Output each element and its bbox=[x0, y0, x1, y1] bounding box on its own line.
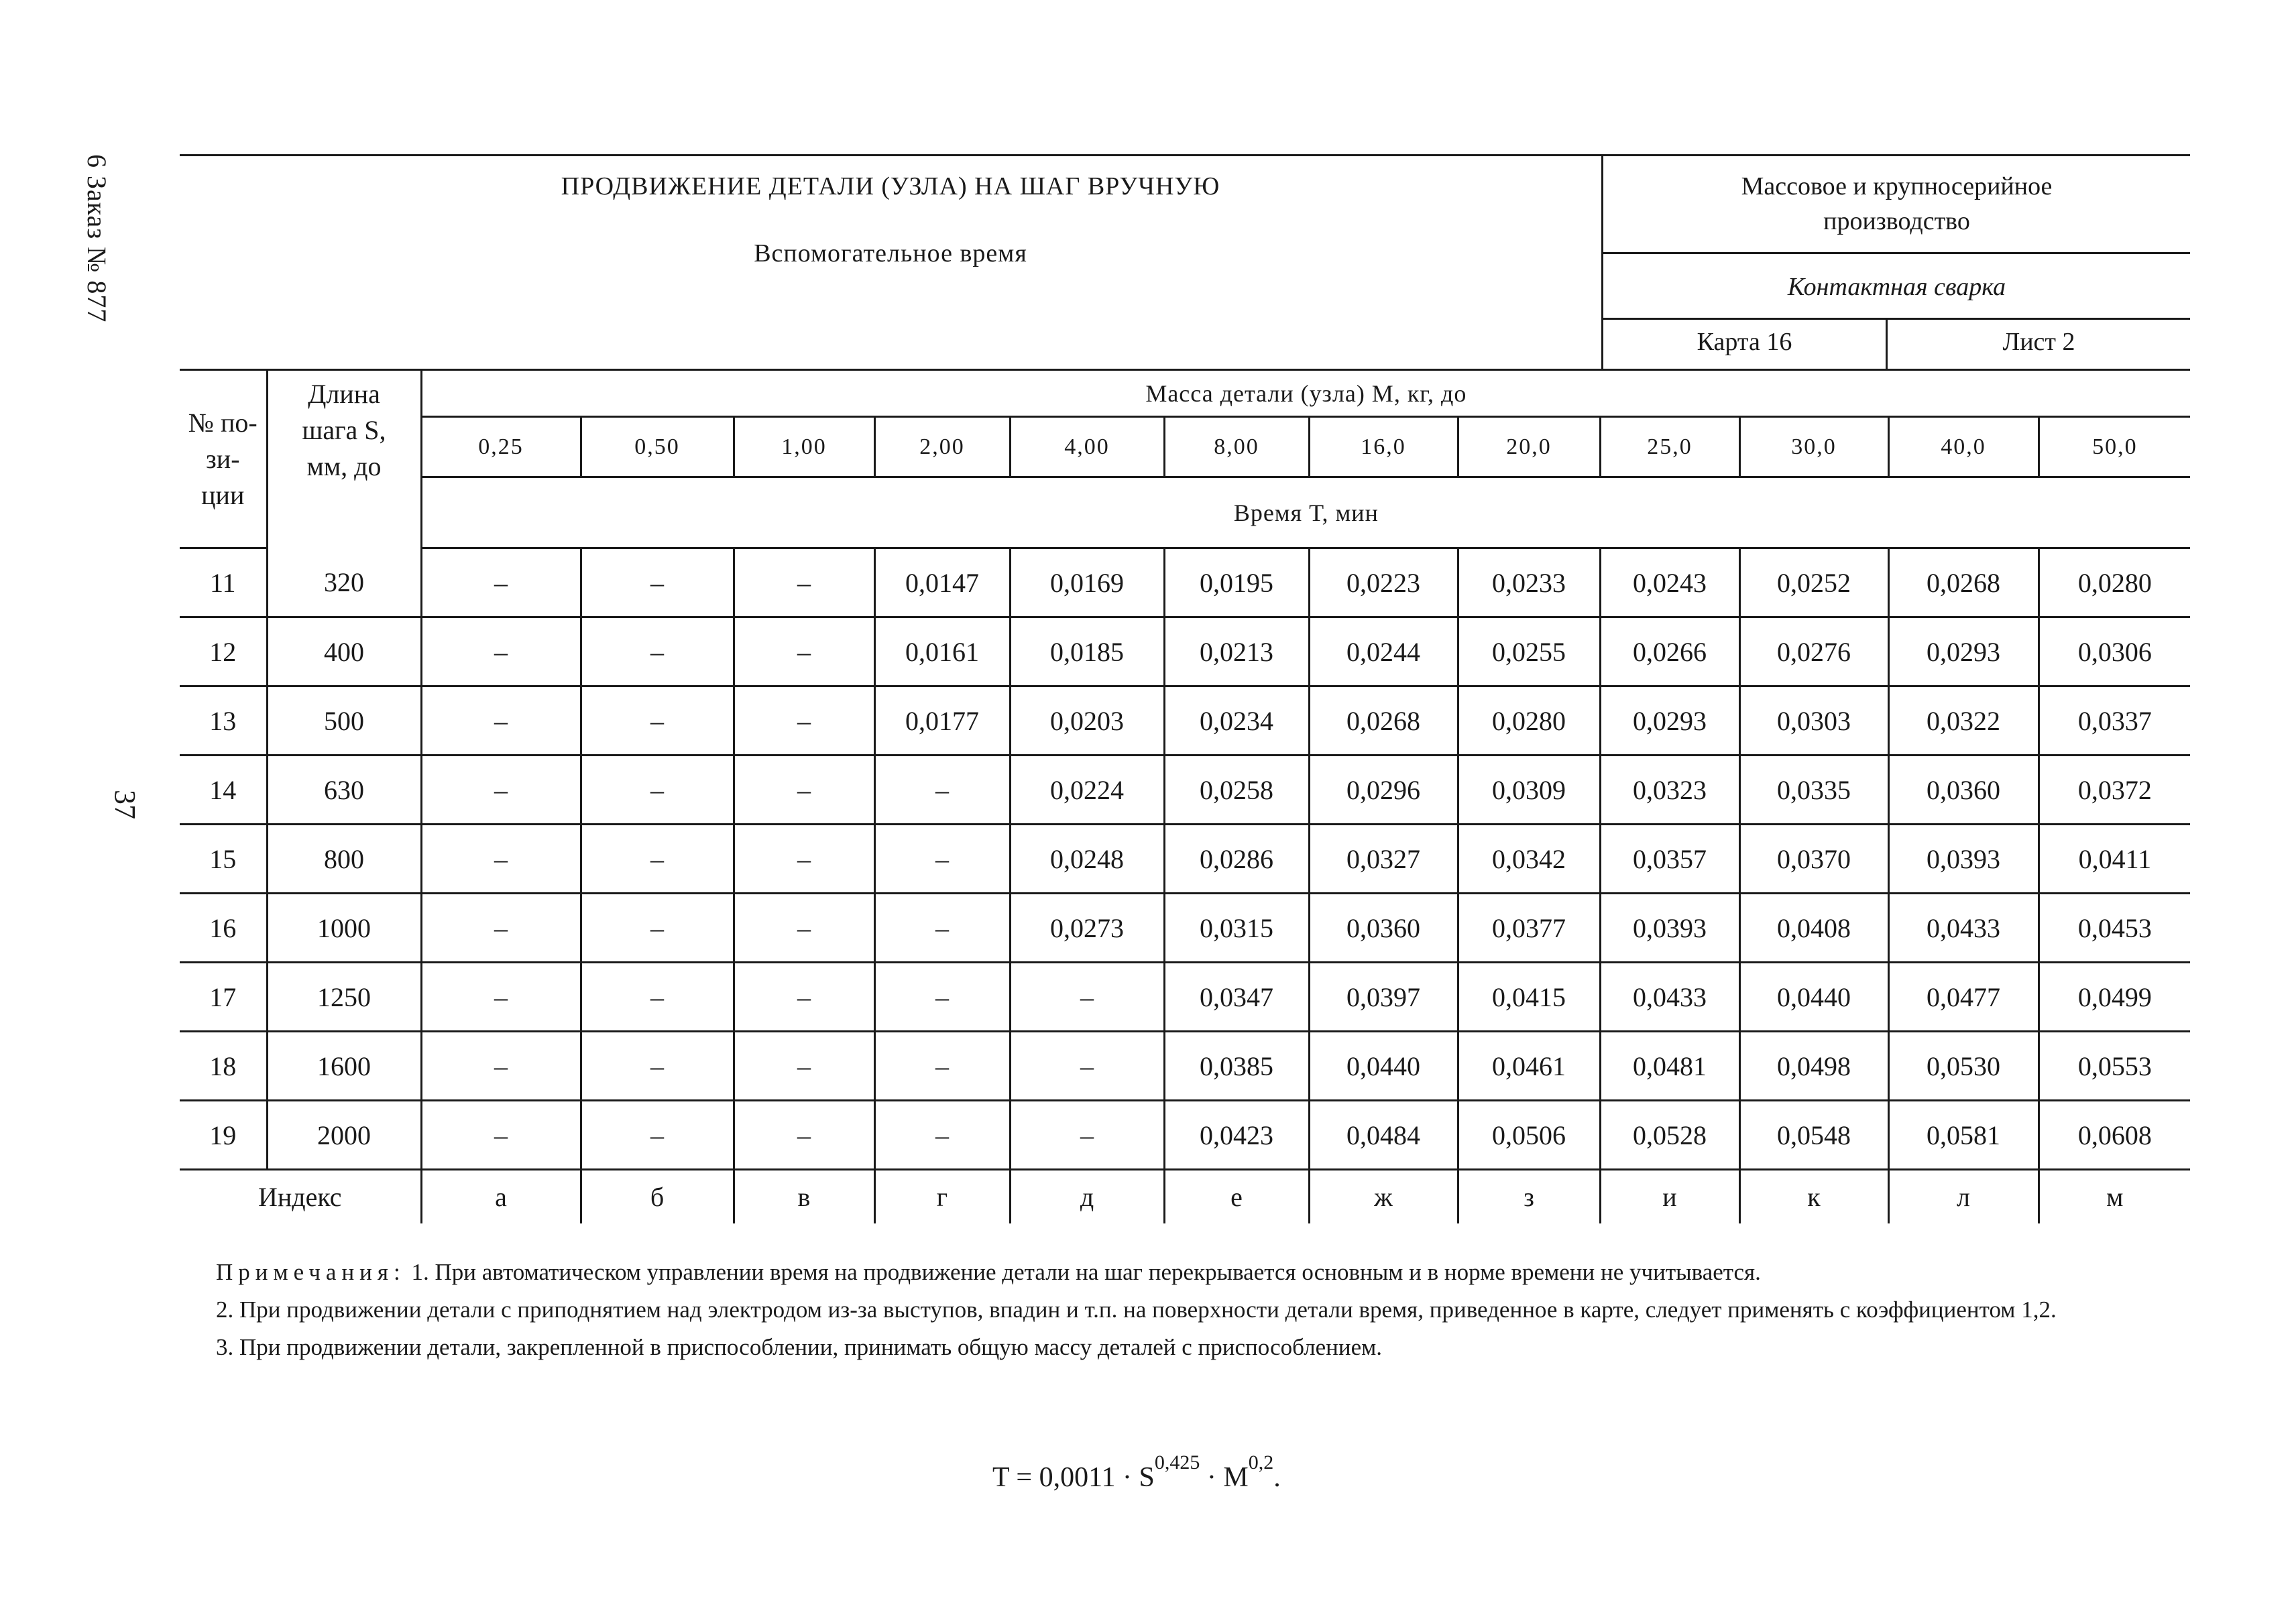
time-cell: – bbox=[421, 1101, 581, 1170]
time-cell: 0,0309 bbox=[1458, 756, 1600, 825]
time-cell: 0,0252 bbox=[1739, 548, 1888, 617]
position-header-line1: № по- bbox=[188, 407, 257, 438]
position-cell: 16 bbox=[209, 912, 237, 943]
time-cell: 0,0296 bbox=[1309, 756, 1458, 825]
step-length-cell: 1000 bbox=[267, 894, 421, 963]
step-length-cell: 1600 bbox=[267, 1032, 421, 1101]
time-cell: 0,0423 bbox=[1164, 1101, 1309, 1170]
index-letter: г bbox=[874, 1170, 1010, 1223]
formula-end: . bbox=[1273, 1462, 1281, 1493]
time-cell: 0,0244 bbox=[1309, 617, 1458, 686]
time-cell: 0,0177 bbox=[874, 686, 1010, 756]
mass-value: 2,00 bbox=[874, 417, 1010, 477]
formula-mid: · M bbox=[1200, 1462, 1249, 1493]
time-cell: – bbox=[874, 756, 1010, 825]
time-cell: 0,0498 bbox=[1739, 1032, 1888, 1101]
time-cell: 0,0415 bbox=[1458, 963, 1600, 1032]
time-cell: – bbox=[734, 825, 874, 894]
time-cell: 0,0280 bbox=[2039, 548, 2190, 617]
time-cell: 0,0433 bbox=[1600, 963, 1739, 1032]
index-label: Индекс bbox=[257, 1181, 342, 1212]
time-cell: – bbox=[581, 686, 734, 756]
notes bbox=[176, 1254, 2194, 1366]
time-cell: 0,0408 bbox=[1739, 894, 1888, 963]
position-cell: 12 bbox=[209, 636, 237, 667]
time-cell: – bbox=[581, 894, 734, 963]
position-header-line2: зи- bbox=[205, 443, 240, 474]
position-header-line3: ции bbox=[201, 479, 245, 510]
time-cell: – bbox=[874, 963, 1010, 1032]
time-cell: 0,0203 bbox=[1010, 686, 1164, 756]
time-cell: 0,0337 bbox=[2039, 686, 2190, 756]
time-cell: 0,0255 bbox=[1458, 617, 1600, 686]
time-cell: 0,0453 bbox=[2039, 894, 2190, 963]
time-cell: 0,0372 bbox=[2039, 756, 2190, 825]
time-cell: 0,0499 bbox=[2039, 963, 2190, 1032]
header-rule-2 bbox=[1601, 318, 2190, 320]
table-row bbox=[180, 686, 2190, 756]
process-name: Контактная сварка bbox=[1787, 273, 2006, 301]
step-length-header-line1: Длина bbox=[308, 379, 380, 409]
note-1 bbox=[176, 1254, 2194, 1291]
time-cell: 0,0477 bbox=[1888, 963, 2039, 1032]
time-cell: 0,0147 bbox=[874, 548, 1010, 617]
time-cell: 0,0306 bbox=[2039, 617, 2190, 686]
mass-value: 40,0 bbox=[1888, 417, 2039, 477]
mass-value: 4,00 bbox=[1010, 417, 1164, 477]
time-cell: 0,0323 bbox=[1600, 756, 1739, 825]
index-letter: и bbox=[1600, 1170, 1739, 1223]
time-cell: 0,0335 bbox=[1739, 756, 1888, 825]
time-cell: 0,0293 bbox=[1600, 686, 1739, 756]
table-row bbox=[180, 963, 2190, 1032]
time-cell: – bbox=[421, 756, 581, 825]
time-cell: 0,0393 bbox=[1600, 894, 1739, 963]
index-letter: к bbox=[1739, 1170, 1888, 1223]
notes-label: Примечания: bbox=[216, 1259, 406, 1285]
time-cell: 0,0280 bbox=[1458, 686, 1600, 756]
mass-values-row bbox=[180, 417, 2190, 477]
table-row bbox=[180, 825, 2190, 894]
index-letter: з bbox=[1458, 1170, 1600, 1223]
time-cell: 0,0393 bbox=[1888, 825, 2039, 894]
table-row bbox=[180, 894, 2190, 963]
time-cell: – bbox=[581, 963, 734, 1032]
sheet-number: Лист 2 bbox=[2002, 328, 2075, 356]
mass-value: 25,0 bbox=[1600, 417, 1739, 477]
index-letter: в bbox=[734, 1170, 874, 1223]
position-cell: 17 bbox=[209, 981, 237, 1012]
step-length-cell: 2000 bbox=[267, 1101, 421, 1170]
index-letter: д bbox=[1010, 1170, 1164, 1223]
time-cell: 0,0484 bbox=[1309, 1101, 1458, 1170]
index-letter: ж bbox=[1309, 1170, 1458, 1223]
step-length-cell: 800 bbox=[267, 825, 421, 894]
time-cell: 0,0213 bbox=[1164, 617, 1309, 686]
step-length-cell: 500 bbox=[267, 686, 421, 756]
index-letter: а bbox=[421, 1170, 581, 1223]
time-cell: 0,0528 bbox=[1600, 1101, 1739, 1170]
time-cell: 0,0234 bbox=[1164, 686, 1309, 756]
time-cell: 0,0266 bbox=[1600, 617, 1739, 686]
time-cell: – bbox=[874, 894, 1010, 963]
time-header: Время Т, мин bbox=[421, 477, 2190, 548]
time-cell: 0,0293 bbox=[1888, 617, 2039, 686]
time-cell: – bbox=[734, 1032, 874, 1101]
time-cell: – bbox=[734, 617, 874, 686]
index-letter: б bbox=[581, 1170, 734, 1223]
time-cell: – bbox=[734, 1101, 874, 1170]
position-cell: 18 bbox=[209, 1050, 237, 1081]
time-cell: 0,0185 bbox=[1010, 617, 1164, 686]
time-cell: 0,0440 bbox=[1739, 963, 1888, 1032]
time-cell: 0,0322 bbox=[1888, 686, 2039, 756]
time-cell: – bbox=[874, 825, 1010, 894]
table-row bbox=[180, 1032, 2190, 1101]
time-cell: – bbox=[1010, 1101, 1164, 1170]
time-cell: – bbox=[581, 548, 734, 617]
table-row bbox=[180, 548, 2190, 617]
time-cell: 0,0276 bbox=[1739, 617, 1888, 686]
time-cell: – bbox=[421, 548, 581, 617]
time-cell: – bbox=[581, 756, 734, 825]
time-cell: 0,0195 bbox=[1164, 548, 1309, 617]
time-cell: 0,0360 bbox=[1309, 894, 1458, 963]
time-cell: – bbox=[421, 894, 581, 963]
time-cell: – bbox=[421, 825, 581, 894]
step-length-cell: 320 bbox=[267, 548, 421, 617]
time-cell: – bbox=[734, 548, 874, 617]
time-cell: 0,0342 bbox=[1458, 825, 1600, 894]
time-cell: 0,0286 bbox=[1164, 825, 1309, 894]
time-cell: 0,0161 bbox=[874, 617, 1010, 686]
page-subtitle: Вспомогательное время bbox=[754, 239, 1027, 267]
mass-value: 30,0 bbox=[1739, 417, 1888, 477]
production-type-line2: производство bbox=[1823, 207, 1970, 235]
table-row bbox=[180, 756, 2190, 825]
time-cell: – bbox=[874, 1101, 1010, 1170]
index-letter: е bbox=[1164, 1170, 1309, 1223]
header-rule-1 bbox=[1601, 252, 2190, 254]
time-cell: 0,0233 bbox=[1458, 548, 1600, 617]
position-cell: 13 bbox=[209, 705, 237, 736]
note-3: 3. При продвижении детали, закрепленной в приспособлении, принимать общую массу деталей с приспособлением. bbox=[216, 1334, 1383, 1360]
time-cell: 0,0506 bbox=[1458, 1101, 1600, 1170]
time-cell: 0,0243 bbox=[1600, 548, 1739, 617]
step-length-header-line3: мм, до bbox=[306, 451, 382, 481]
time-cell: 0,0169 bbox=[1010, 548, 1164, 617]
time-cell: 0,0268 bbox=[1309, 686, 1458, 756]
step-length-cell: 400 bbox=[267, 617, 421, 686]
time-cell: – bbox=[581, 1101, 734, 1170]
step-length-header-line2: шага S, bbox=[302, 415, 386, 445]
time-cell: 0,0411 bbox=[2039, 825, 2190, 894]
time-cell: – bbox=[874, 1032, 1010, 1101]
time-cell: 0,0608 bbox=[2039, 1101, 2190, 1170]
time-cell: 0,0347 bbox=[1164, 963, 1309, 1032]
time-cell: – bbox=[734, 756, 874, 825]
time-cell: 0,0481 bbox=[1600, 1032, 1739, 1101]
mass-value: 1,00 bbox=[734, 417, 874, 477]
time-cell: 0,0357 bbox=[1600, 825, 1739, 894]
time-cell: – bbox=[734, 963, 874, 1032]
index-letter: л bbox=[1888, 1170, 2039, 1223]
time-cell: – bbox=[421, 686, 581, 756]
time-cell: – bbox=[421, 1032, 581, 1101]
position-header bbox=[180, 370, 267, 548]
mass-value: 0,25 bbox=[421, 417, 581, 477]
mass-header: Масса детали (узла) М, кг, до bbox=[421, 370, 2190, 417]
formula-lhs: T = 0,0011 · S bbox=[992, 1462, 1155, 1493]
time-cell: 0,0258 bbox=[1164, 756, 1309, 825]
time-norms-table bbox=[180, 369, 2190, 1223]
position-cell: 15 bbox=[209, 843, 237, 874]
mass-value: 0,50 bbox=[581, 417, 734, 477]
time-cell: 0,0224 bbox=[1010, 756, 1164, 825]
time-cell: 0,0440 bbox=[1309, 1032, 1458, 1101]
time-cell: – bbox=[421, 963, 581, 1032]
mass-value: 8,00 bbox=[1164, 417, 1309, 477]
note-2: 2. При продвижении детали с приподнятием над электродом из-за выступов, впадин и т.п. на поверхности детали время, приведенное в карте, следует применять с коэффициентом 1,2. bbox=[216, 1297, 2057, 1323]
formula bbox=[992, 1451, 1281, 1494]
mass-value: 16,0 bbox=[1309, 417, 1458, 477]
time-cell: 0,0248 bbox=[1010, 825, 1164, 894]
time-cell: 0,0548 bbox=[1739, 1101, 1888, 1170]
step-length-cell: 1250 bbox=[267, 963, 421, 1032]
time-cell: 0,0268 bbox=[1888, 548, 2039, 617]
position-cell: 14 bbox=[209, 774, 237, 805]
time-cell: 0,0433 bbox=[1888, 894, 2039, 963]
time-cell: 0,0530 bbox=[1888, 1032, 2039, 1101]
index-letter: м bbox=[2039, 1170, 2190, 1223]
time-cell: 0,0397 bbox=[1309, 963, 1458, 1032]
step-length-header bbox=[267, 370, 421, 548]
time-cell: 0,0553 bbox=[2039, 1032, 2190, 1101]
production-type-line1: Массовое и крупносерийное bbox=[1741, 172, 2053, 200]
order-note: 6 Заказ № 877 bbox=[82, 154, 112, 323]
time-cell: – bbox=[581, 1032, 734, 1101]
time-cell: – bbox=[1010, 963, 1164, 1032]
page-title: ПРОДВИЖЕНИЕ ДЕТАЛИ (УЗЛА) НА ШАГ ВРУЧНУЮ bbox=[561, 172, 1220, 200]
position-cell: 11 bbox=[209, 567, 236, 598]
table-row bbox=[180, 1101, 2190, 1170]
page-number: 37 bbox=[109, 790, 141, 819]
time-cell: 0,0370 bbox=[1739, 825, 1888, 894]
header-top-rule bbox=[180, 154, 2190, 156]
time-cell: – bbox=[734, 686, 874, 756]
time-cell: 0,0315 bbox=[1164, 894, 1309, 963]
time-cell: 0,0223 bbox=[1309, 548, 1458, 617]
mass-value: 50,0 bbox=[2039, 417, 2190, 477]
table-row bbox=[180, 617, 2190, 686]
time-cell: – bbox=[734, 894, 874, 963]
formula-exp-m: 0,2 bbox=[1248, 1451, 1274, 1474]
time-cell: – bbox=[581, 617, 734, 686]
time-cell: 0,0377 bbox=[1458, 894, 1600, 963]
time-cell: 0,0581 bbox=[1888, 1101, 2039, 1170]
note-1-text: 1. При автоматическом управлении время на продвижение детали на шаг перекрывается основным и в норме времени не учитывается. bbox=[411, 1259, 1761, 1285]
time-cell: – bbox=[1010, 1032, 1164, 1101]
card-header bbox=[180, 154, 2190, 370]
time-cell: 0,0461 bbox=[1458, 1032, 1600, 1101]
formula-exp-s: 0,425 bbox=[1154, 1451, 1200, 1474]
time-cell: 0,0385 bbox=[1164, 1032, 1309, 1101]
time-cell: 0,0273 bbox=[1010, 894, 1164, 963]
position-cell: 19 bbox=[209, 1120, 237, 1150]
time-cell: 0,0360 bbox=[1888, 756, 2039, 825]
time-cell: – bbox=[581, 825, 734, 894]
card-number: Карта 16 bbox=[1697, 328, 1792, 356]
index-row bbox=[180, 1170, 2190, 1223]
time-cell: – bbox=[421, 617, 581, 686]
time-cell: 0,0327 bbox=[1309, 825, 1458, 894]
step-length-cell: 630 bbox=[267, 756, 421, 825]
time-cell: 0,0303 bbox=[1739, 686, 1888, 756]
mass-value: 20,0 bbox=[1458, 417, 1600, 477]
